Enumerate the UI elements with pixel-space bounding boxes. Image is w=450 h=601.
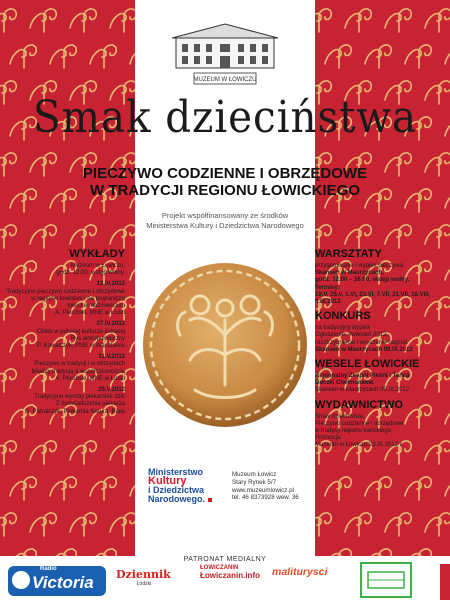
lecture-item — [5, 321, 125, 350]
lecture-line: Rys antropologiczny — [70, 335, 125, 342]
workshops-line: Terminy: — [315, 284, 340, 291]
project-info — [0, 211, 450, 231]
lecture-date: 13.IV.2012 — [96, 281, 125, 288]
ornament-motif-icon — [365, 477, 391, 500]
ornament-motif-icon — [90, 45, 116, 68]
ornament-motif-icon — [325, 45, 351, 68]
museum-name: Muzeum Łowicz — [232, 471, 277, 478]
publication-line: Pieczywo codzienne i obrzędowe — [315, 420, 404, 427]
media-patrons-bar — [0, 556, 450, 600]
publication-line: Smak dzieciństwa. — [315, 413, 365, 420]
lectures-column — [5, 248, 125, 416]
ornament-motif-icon — [365, 549, 391, 556]
museum-address: Stary Rynek 5/7 — [232, 478, 277, 486]
ornament-motif-icon — [110, 513, 135, 536]
ornament-motif-icon — [50, 45, 76, 68]
ornament-motif-icon — [30, 513, 56, 536]
radio-victoria-logo[interactable] — [8, 566, 106, 596]
contest-heading: KONKURS — [315, 310, 371, 323]
ornament-motif-icon — [0, 9, 16, 32]
ornament-motif-icon — [315, 9, 331, 32]
museum-web[interactable]: www.muzeumlowicz.pl — [232, 486, 294, 494]
ornament-motif-icon — [365, 45, 391, 68]
partner-emblem-icon — [362, 564, 410, 596]
wedding-line: Skansen w Maurzycach 09.IX.2012 — [315, 387, 410, 394]
workshops-heading: WARSZTATY — [315, 248, 382, 260]
ornament-motif-icon — [345, 9, 371, 32]
ornament-motif-icon — [445, 549, 450, 556]
lecture-line: P. Kowalczyk, PME w Warszawie — [36, 343, 125, 350]
publication-heading: WYDAWNICTWO — [315, 398, 403, 411]
lecture-date: 11.V.2012 — [98, 354, 125, 361]
lowiczanin-logo[interactable] — [200, 565, 260, 595]
lecture-line: Chleb w polskiej kulturze ludowej — [36, 328, 125, 335]
ornament-motif-icon — [445, 405, 450, 428]
lecture-line: Pieczywo w tradycji i w obrzędach — [34, 361, 125, 368]
ornament-motif-icon — [445, 261, 450, 284]
lecture-line: łowicko-mazowieckim — [67, 303, 125, 310]
museum-contact — [232, 471, 322, 502]
wedding-line: Regionalny Zespół Pieśni i Tańca — [315, 373, 410, 380]
dziennik-sub: Łódzki — [136, 581, 152, 587]
lectures-intro-2: godz. 12.00, wstęp wolny. — [56, 270, 125, 277]
ornament-motif-icon — [445, 45, 450, 68]
workshops-line: Skansen w Maurzycach, — [315, 270, 384, 277]
ornament-motif-icon — [110, 9, 135, 32]
ornament-motif-icon — [315, 513, 331, 536]
subtitle-line-2: W TRADYCJI REGIONU ŁOWICKIEGO — [90, 182, 360, 199]
lecture-item — [5, 387, 125, 416]
ministry-line-3: i Dziedzictwa — [148, 485, 205, 495]
ornament-motif-icon — [30, 9, 56, 32]
victoria-radio-label: Radio — [40, 566, 57, 572]
ornament-motif-icon — [405, 45, 431, 68]
wedding-heading: WESELE ŁOWICKIE — [315, 358, 420, 371]
workshops-line: godz. 12.00 – 16.00, wstęp wolny. — [315, 277, 410, 284]
project-line-1: Projekt współfinansowany ze środków — [161, 211, 289, 220]
ornament-motif-icon — [90, 549, 116, 556]
ornament-motif-icon — [445, 117, 450, 140]
ornament-motif-icon — [405, 549, 431, 556]
events-column — [315, 248, 445, 450]
contest-line: na tradycyjny wypiek — [315, 325, 371, 332]
victoria-name: Victoria — [32, 573, 94, 592]
ornament-motif-icon — [325, 477, 351, 500]
patronat-heading: PATRONAT MEDIALNY — [183, 556, 267, 563]
ornament-motif-icon — [10, 45, 36, 68]
maliturysci-logo[interactable]: maliturysci — [272, 566, 328, 578]
wedding-line: Boczki Chełmońskie — [315, 380, 374, 387]
ornament-motif-icon — [110, 441, 135, 464]
ornament-motif-icon — [425, 513, 450, 536]
lecture-item — [5, 281, 125, 317]
ministry-line-4-text: Narodowego. — [148, 494, 206, 504]
lecture-line: G. Patralczyk, Piekarnia Natura, Biała — [24, 408, 125, 415]
subtitle — [0, 165, 450, 199]
lecture-line: Między tradycją a współczesnością — [31, 368, 125, 375]
page-title: Smak dzieciństwa — [32, 92, 418, 143]
ministry-line-2: Kultury — [148, 475, 187, 487]
subtitle-line-1: PIECZYWO CODZIENNE I OBRZĘDOWE — [82, 165, 368, 182]
green-partner-logo[interactable] — [360, 562, 412, 598]
lowiczanin-info: Łowiczanin.info — [200, 571, 260, 580]
dziennik-title: Dziennik — [116, 568, 171, 581]
lecture-line: w regionie łowickim i na pograniczu — [30, 295, 125, 302]
contest-line: rozstrzygnięcie i wręczenie nagród — [315, 339, 408, 346]
lectures-heading: WYKŁADY — [69, 248, 125, 260]
lecture-line: Tradycyjne wyroby piekarskie dziś — [34, 394, 125, 401]
contest-line: Skansen w Maurzycach 09.IX.2012 — [315, 346, 413, 353]
dziennik-lodzki-logo[interactable] — [116, 568, 172, 594]
ornament-motif-icon — [0, 513, 16, 536]
museum-phone: tel. 46 8373928 wew. 36 — [232, 494, 299, 502]
lecture-line: Z doświadczenia piekarza — [55, 401, 125, 408]
ornament-motif-icon — [70, 9, 96, 32]
publication-line: Muzeum w Łowiczu 23.IX.2012 r. — [315, 442, 404, 449]
lecture-item — [5, 354, 125, 383]
lecture-line: A. Pluciński, MNE w Łodzi — [55, 375, 125, 382]
ornament-motif-icon — [385, 513, 411, 536]
ministry-dot-icon — [208, 498, 212, 502]
lecture-line: Tradycyjne pieczywo codzienne i obrzędowe — [6, 288, 125, 295]
museum-sign: MUZEUM W ŁOWICZU — [193, 77, 257, 83]
ornament-motif-icon — [445, 333, 450, 356]
workshops-line: przygotowanie i wypiek pieczywa — [315, 263, 404, 269]
ornament-motif-icon — [10, 549, 36, 556]
publication-line: Promocja: — [315, 435, 343, 442]
ornament-motif-icon — [70, 441, 96, 464]
ministry-line-1: Ministerstwo — [148, 467, 204, 477]
ornament-motif-icon — [0, 441, 16, 464]
lowiczanin-top: ŁOWICZANIN — [200, 565, 239, 571]
ornament-motif-icon — [345, 513, 371, 536]
corner-red-strip — [440, 564, 450, 600]
ornament-motif-icon — [50, 477, 76, 500]
lecture-line: A. Pluciński, MNE w Łodzi — [55, 310, 125, 317]
bread-image — [140, 260, 310, 430]
workshops-line: 19.V, 25.V, 1.VI, 23.VI, 7.VII, 21.VII, 18.VIII, 8.IX.2012 — [315, 291, 431, 306]
ornament-motif-icon — [10, 477, 36, 500]
ornament-motif-icon — [445, 477, 450, 500]
ornament-motif-icon — [30, 441, 56, 464]
publication-line: w tradycji regionu łowickiego — [315, 428, 392, 435]
lecture-date: 25.V.2012 — [98, 387, 125, 394]
project-line-2: Ministerstwa Kultury i Dziedzictwa Narodowego — [146, 221, 304, 230]
lectures-intro-1: Muzeum w Łowiczu, — [70, 263, 125, 269]
ornament-motif-icon — [405, 477, 431, 500]
ornament-motif-icon — [325, 549, 351, 556]
radio-wave-icon — [12, 571, 30, 589]
contest-line: Ogłoszenie: kwiecień 2012, — [315, 332, 389, 339]
ornament-motif-icon — [425, 9, 450, 32]
museum-building-logo — [168, 20, 282, 88]
ministry-logo — [148, 468, 218, 504]
ornament-motif-icon — [0, 81, 16, 104]
ornament-motif-icon — [385, 9, 411, 32]
ornament-motif-icon — [50, 549, 76, 556]
ministry-line-4 — [148, 495, 218, 504]
lecture-date: 27.IV.2012 — [96, 321, 125, 328]
ornament-motif-icon — [90, 477, 116, 500]
ornament-motif-icon — [70, 513, 96, 536]
